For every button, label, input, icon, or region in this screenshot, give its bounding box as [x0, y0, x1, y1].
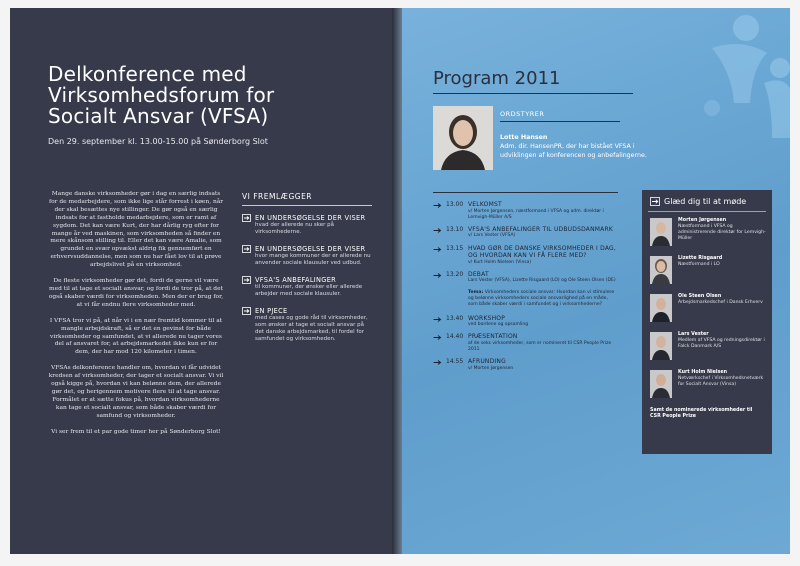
- arrow-right-icon: [433, 359, 442, 366]
- presenter-desc: hvor mange kommuner der er allerede nu anvender sociale klausuler ved udbud.: [255, 253, 371, 266]
- arrow-right-icon: [242, 245, 251, 253]
- moderator-photo: [433, 106, 493, 170]
- agenda-title: AFRUNDING: [468, 358, 506, 366]
- agenda-title: WORKSHOP: [468, 314, 506, 322]
- speakers-panel: [642, 190, 772, 454]
- arrow-right-icon: [433, 334, 442, 341]
- presenter-title: EN UNDERSØGELSE DER VISER: [255, 214, 366, 222]
- moderator-description: Adm. dir. HansenPR, der har bistået VFSA i udviklingen af konferencen og anbefalingerne.: [500, 143, 647, 159]
- speaker-role: Medlem af VFSA og redningsdirektør i Falck Danmark A/S: [678, 338, 765, 349]
- speaker-photo: [650, 332, 672, 360]
- portrait-icon: [650, 370, 672, 398]
- agenda-item: [433, 245, 618, 266]
- agenda-title: VELKOMST: [468, 201, 502, 208]
- presenter-title: EN PJECE: [255, 307, 288, 315]
- agenda-time: 13.15: [446, 244, 464, 252]
- intro-paragraph: De fleste virksomheder gør det, fordi de gerne vil være med til at tage et socialt ansvar, og fordi de tror på, at det også skaber værdi for virksomheden. Men der er brug for, at vi får endnu flere virksomheder med.: [48, 278, 224, 308]
- agenda-item: [433, 315, 618, 329]
- presenter-item: [242, 245, 372, 267]
- speaker-card: [650, 218, 766, 250]
- speaker-role: Arbejdsmarkedschef i Dansk Erhverv: [678, 300, 763, 305]
- left-page: [10, 8, 392, 554]
- agenda-subtitle: ved bordene og opsamling: [468, 322, 529, 328]
- speakers-panel-heading: Glæd dig til at møde: [664, 197, 747, 206]
- agenda-title: VFSA'S ANBEFALINGER TIL UDBUDSDANMARK: [468, 225, 613, 233]
- portrait-icon: [433, 106, 493, 170]
- right-page: [402, 8, 790, 554]
- divider: [433, 192, 618, 193]
- agenda-time: 13.40: [446, 314, 464, 322]
- presenter-desc: til kommuner, der ønsker eller allerede arbejder med sociale klausuler.: [255, 284, 363, 297]
- agenda-list: [433, 192, 618, 377]
- arrow-right-icon: [433, 246, 442, 253]
- page-gutter: [392, 8, 402, 554]
- agenda-title: PRÆSENTATION: [468, 333, 518, 341]
- agenda-time: 14.55: [446, 358, 464, 366]
- agenda-title: HVAD GØR DE DANSKE VIRKSOMHEDER I DAG, OG HVORDAN KAN VI FÅ FLERE MED?: [468, 244, 617, 260]
- page-title: Delkonference med Virksomhedsforum for Socialt Ansvar (VFSA): [48, 62, 275, 128]
- speakers-panel-header: [642, 190, 772, 211]
- speakers-panel-footer: Samt de nominerede virksomheder til CSR People Prize: [650, 408, 753, 420]
- presenter-title: EN UNDERSØGELSE DER VISER: [255, 245, 366, 253]
- agenda-item: [433, 271, 618, 285]
- divider: [648, 211, 766, 212]
- presenters-heading: VI FREMLÆGGER: [242, 192, 372, 206]
- theme-label: Tema:: [468, 289, 484, 295]
- arrow-right-icon: [242, 276, 251, 284]
- people-figures-decoration: [672, 8, 790, 138]
- intro-paragraph: I VFSA tror vi på, at når vi i en nær fremtid kommer til at mangle arbejdskraft, så er det en gevinst for både virksomheder og samfundet, at vi allerede nu tager vores del af ansvaret for, at arbejdsmarkedet ikke kun er for dem, der har mod 120 kilometer i timen.: [49, 317, 223, 356]
- intro-paragraph: VFSAs delkonference handler om, hvordan vi får udvidet kredsen af virksomheder, der tager et socialt ansvar. Vi vil også kigge på, hvordan vi kan belønne dem, der allerede gør det, og herigennem motivere flere til at tage ansvar. Formålet er at sætte fokus på, hvordan virksomhederne kan tage et socialt ansvar, som både skaber værdi for samfund og virksomheder.: [48, 365, 224, 419]
- agenda-subtitle: af de seks virksomheder, som er nomineret til CSR People Prize 2011: [468, 340, 612, 353]
- speaker-photo: [650, 294, 672, 322]
- agenda-item: [433, 358, 618, 372]
- agenda-subtitle: v/ Lars Vester (VFSA): [468, 233, 516, 239]
- speaker-card: [650, 294, 766, 326]
- program-title: Program 2011: [433, 68, 561, 89]
- agenda-time: 13.10: [446, 225, 464, 233]
- intro-body: [48, 191, 224, 444]
- presenter-desc: med cases og gode råd til virksomheder, som ønsker at tage et socialt ansvar på det danske arbejdsmarked, til fordel for samfundet og virksomheden.: [255, 315, 368, 342]
- presenter-title: VFSA'S ANBEFALINGER: [255, 276, 337, 284]
- speaker-name: Kurt Holm Nielsen: [678, 370, 728, 375]
- theme-text: Virksomheders sociale ansvar: Hvordan kan vi stimulere og belønne virksomheders sociale ansvarlighed på en måde, som både skaber værdi i samfundet og i virksomhederne?: [468, 289, 615, 308]
- speaker-photo: [650, 370, 672, 398]
- speaker-name: Morten Jørgensen: [678, 218, 727, 223]
- portrait-icon: [650, 332, 672, 360]
- speaker-role: Netværkschef i Virksomhedsnetværk for Socialt Ansvar (Vinsa): [678, 376, 764, 387]
- speaker-role: Næstformand i VFSA og administrerende direktør for Lemvigh-Müller: [678, 224, 766, 241]
- intro-paragraph: Vi ser frem til et par gode timer her på Sønderborg Slot!: [51, 428, 221, 435]
- speaker-card: [650, 256, 766, 288]
- agenda-subtitle: v/ Morten Jørgensen: [468, 365, 514, 371]
- agenda-time: 13.00: [446, 201, 464, 208]
- agenda-title: DEBAT: [468, 270, 489, 278]
- speaker-name: Lizette Risgaard: [678, 256, 723, 261]
- presenter-desc: hvad der allerede nu sker på virksomhederne.: [255, 222, 335, 235]
- agenda-subtitle: Lars Vester (VFSA), Lizette Risgaard (LO) og Ole Steen Olsen (DE): [468, 278, 616, 284]
- arrow-right-icon: [433, 202, 442, 209]
- moderator-name: Lotte Hansen: [500, 134, 548, 141]
- speaker-card: [650, 370, 766, 402]
- speaker-card: [650, 332, 766, 364]
- arrow-right-icon: [433, 316, 442, 323]
- agenda-subtitle: v/ Kurt Holm Nielsen (Vinsa): [468, 259, 532, 265]
- arrow-right-icon: [242, 307, 251, 315]
- portrait-icon: [650, 256, 672, 284]
- presenter-item: [242, 276, 372, 298]
- moderator-label: ORDSTYRER: [500, 110, 545, 118]
- divider: [433, 93, 633, 94]
- presenter-item: [242, 214, 372, 236]
- agenda-item: [433, 226, 618, 240]
- arrow-right-icon: [433, 227, 442, 234]
- agenda-time: 14.40: [446, 333, 464, 341]
- agenda-item: [433, 333, 618, 353]
- speaker-name: Lars Vester: [678, 332, 709, 337]
- agenda-subtitle: v/ Morten Jørgensen, næstformand i VFSA og adm. direktør i Lemvigh-Müller A/S: [468, 208, 604, 220]
- agenda-item: [433, 201, 618, 221]
- event-subtitle: Den 29. september kl. 13.00-15.00 på Sønderborg Slot: [48, 137, 268, 146]
- agenda-time: 13.20: [446, 270, 464, 278]
- speaker-name: Ole Steen Olsen: [678, 294, 722, 299]
- speaker-role: Næstformand i LO: [678, 262, 720, 267]
- arrow-right-icon: [650, 197, 660, 206]
- presenters-column: [242, 192, 372, 352]
- theme-note: [468, 290, 618, 309]
- speaker-photo: [650, 256, 672, 284]
- divider: [500, 121, 620, 122]
- arrow-right-icon: [242, 214, 251, 222]
- presenter-item: [242, 307, 372, 343]
- arrow-right-icon: [433, 272, 442, 279]
- portrait-icon: [650, 218, 672, 246]
- portrait-icon: [650, 294, 672, 322]
- speaker-photo: [650, 218, 672, 246]
- intro-paragraph: Mange danske virksomheder gør i dag en særlig indsats for de medarbejdere, som ikke lige står forrest i køen, når der skal besættes nye stillinger. De gør også en særlig indsats for at fastholde medarbejdere, som er ramt af sygdom. Det kan være Kurt, der har dårlig ryg efter for mange år ved maskinen, som virksomheden så finder en mere skånsom stilling til. Eller det kan være Amalie, som grundet en svær opvækst aldrig fik gennemført en erhvervsuddannelse, men som nu har fået lov til at prøve arbejdslivet på en virksomhed.: [48, 191, 224, 269]
